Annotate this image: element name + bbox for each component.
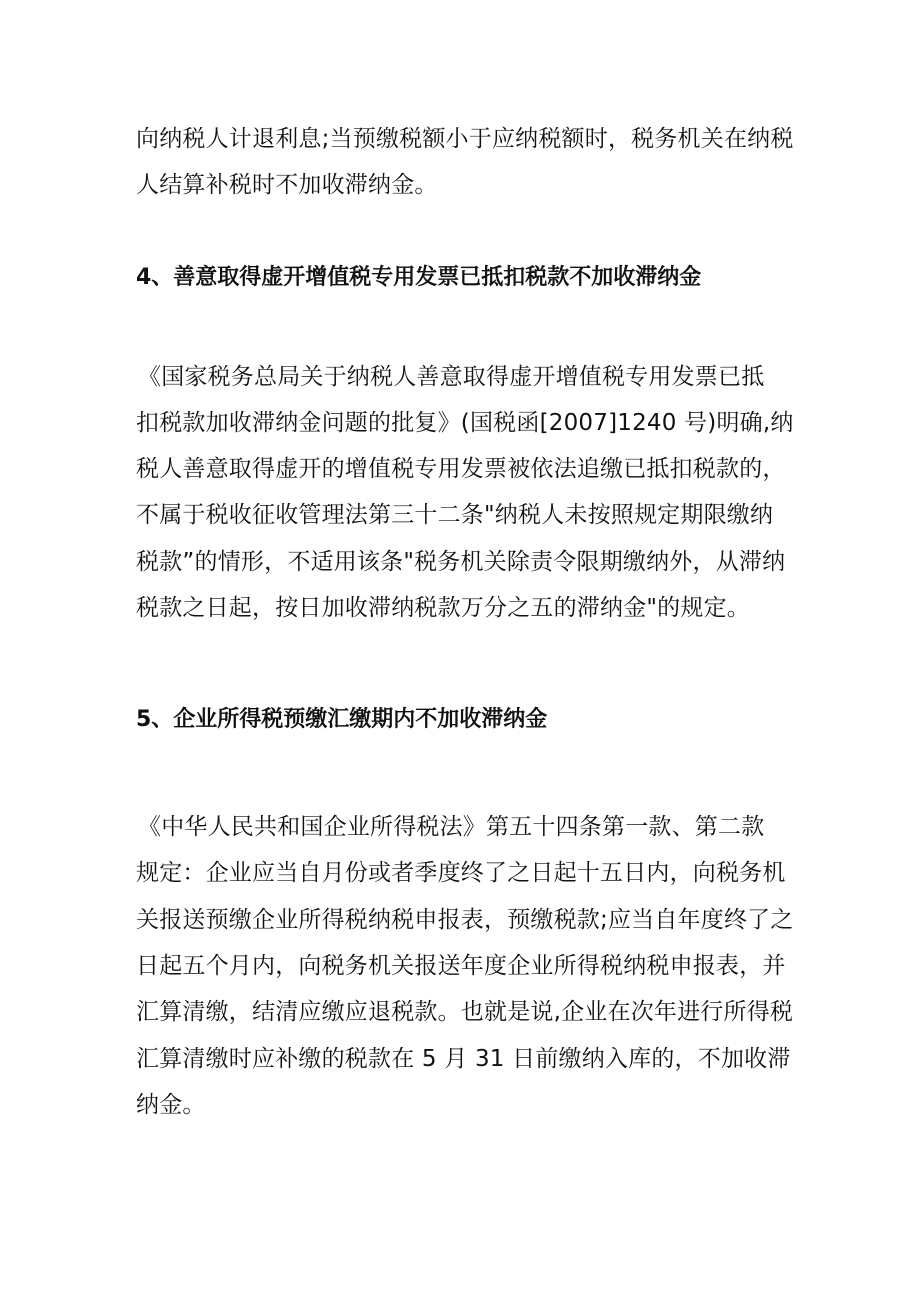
text-line: 汇算清缴，结清应缴应退税款。也就是说,企业在次年进行所得税 [136, 999, 794, 1025]
section-heading-5: 5、企业所得税预缴汇缴期内不加收滞纳金 [136, 707, 548, 732]
section-heading-4: 4、善意取得虚开增值税专用发票已抵扣税款不加收滞纳金 [136, 265, 702, 290]
text-line: 汇算清缴时应补缴的税款在 5 月 31 日前缴纳入库的，不加收滞 [136, 1046, 791, 1072]
text-line: 《中华人民共和国企业所得税法》第五十四条第一款、第二款 [138, 814, 765, 840]
text-line: 规定：企业应当自月份或者季度终了之日起十五日内，向税务机 [136, 860, 786, 886]
text-line: 不属于税收征收管理法第三十二条"纳税人未按照规定期限缴纳 [136, 502, 774, 528]
text-line: 《国家税务总局关于纳税人善意取得虚开增值税专用发票已抵 [138, 364, 765, 390]
text-line: 税人善意取得虚开的增值税专用发票被依法追缴已抵扣税款的， [136, 456, 786, 482]
text-line: 扣税款加收滞纳金问题的批复》(国税函[2007]1240 号)明确,纳 [136, 410, 794, 436]
text-line: 日起五个月内，向税务机关报送年度企业所得税纳税申报表，并 [136, 953, 786, 979]
text-line: 税款之日起，按日加收滞纳税款万分之五的滞纳金"的规定。 [136, 595, 750, 621]
text-line: 税款”的情形，不适用该条"税务机关除责令限期缴纳外，从滞纳 [136, 549, 786, 575]
text-line: 向纳税人计退利息;当预缴税额小于应纳税额时，税务机关在纳税 [136, 126, 794, 152]
text-line: 纳金。 [136, 1092, 206, 1118]
text-line: 人结算补税时不加收滞纳金。 [136, 172, 438, 198]
text-line: 关报送预缴企业所得税纳税申报表，预缴税款;应当自年度终了之 [136, 907, 794, 933]
